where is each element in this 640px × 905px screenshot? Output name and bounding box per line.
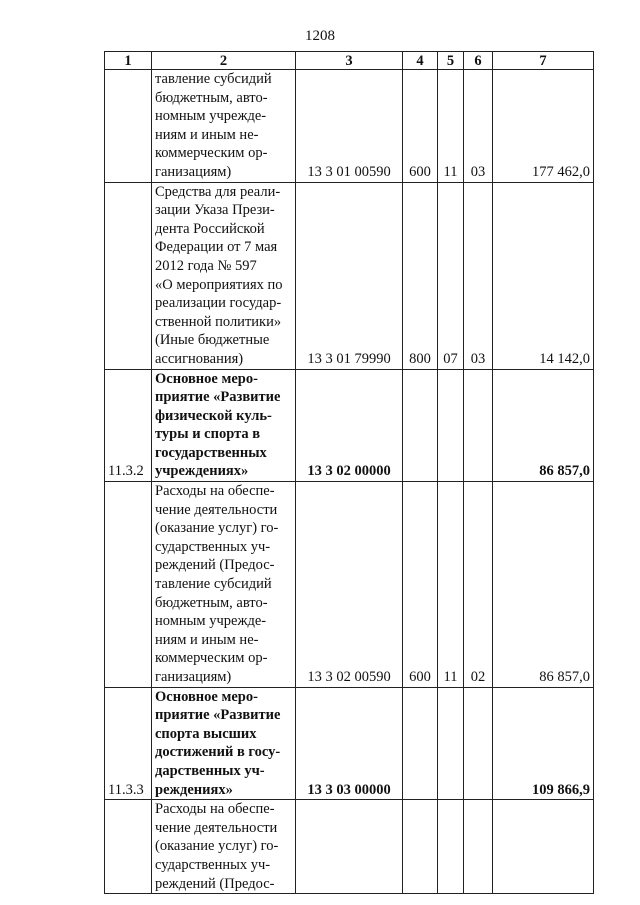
name-line: зации Указа Прези- — [155, 202, 275, 219]
name-line: номным учрежде- — [155, 613, 267, 630]
name-line: Основное меро- — [155, 370, 258, 387]
name-line: ганизациям) — [155, 163, 232, 180]
table-row — [105, 482, 594, 688]
row-expense-type-cell — [403, 687, 438, 800]
name-line: Основное меро- — [155, 688, 258, 705]
name-line: коммерческим ор- — [155, 650, 268, 667]
table-row — [105, 70, 594, 183]
row-expense-type-cell: 800 — [403, 182, 438, 369]
name-line: Расходы на обеспе- — [155, 801, 275, 818]
header-row — [105, 52, 594, 70]
column-header: 3 — [296, 52, 403, 70]
row-expense-type-cell: 600 — [403, 482, 438, 688]
name-line: реализации государ- — [155, 295, 282, 312]
name-line: бюджетным, авто- — [155, 89, 268, 106]
row-name-cell — [152, 182, 296, 369]
row-subsection-cell — [464, 687, 493, 800]
name-line: ганизациям) — [155, 669, 232, 685]
name-line: чение деятельности — [155, 501, 278, 518]
row-section-cell — [438, 687, 464, 800]
name-line: ниям и иным не- — [155, 631, 259, 648]
column-header: 6 — [464, 52, 493, 70]
row-amount-cell: 14 142,0 — [493, 182, 594, 369]
name-line: сударственных уч- — [155, 538, 271, 555]
column-header: 2 — [152, 52, 296, 70]
name-line: Средства для реали- — [155, 183, 281, 200]
name-line: чение деятельности — [155, 819, 278, 836]
name-line: дента Российской — [155, 220, 265, 237]
row-target-article-cell: 13 3 01 00590 — [296, 70, 403, 183]
table-body — [105, 70, 594, 894]
name-line: ассигнования) — [155, 350, 244, 367]
row-target-article-cell — [296, 800, 403, 894]
name-line: достижений в госу- — [155, 744, 281, 761]
row-code-cell — [105, 70, 152, 183]
name-line: государственных — [155, 444, 267, 461]
name-line: ниям и иным не- — [155, 126, 259, 143]
row-code-cell — [105, 482, 152, 688]
name-line: реждениях» — [155, 781, 233, 798]
name-line: приятие «Развитие — [155, 707, 281, 724]
row-subsection-cell — [464, 369, 493, 482]
row-subsection-cell: 02 — [464, 482, 493, 688]
column-header: 1 — [105, 52, 152, 70]
row-subsection-cell: 03 — [464, 182, 493, 369]
name-line: бюджетным, авто- — [155, 594, 268, 611]
table-row — [105, 800, 594, 894]
row-section-cell: 07 — [438, 182, 464, 369]
name-line: сударственных уч- — [155, 856, 271, 873]
row-section-cell — [438, 800, 464, 894]
table-row — [105, 687, 594, 800]
name-line: реждений (Предос- — [155, 557, 275, 574]
row-amount-cell: 109 866,9 — [493, 687, 594, 800]
row-expense-type-cell — [403, 369, 438, 482]
name-line: дарственных уч- — [155, 762, 265, 779]
row-name-cell — [152, 369, 296, 482]
name-line: ственной политики» — [155, 313, 282, 330]
column-header: 4 — [403, 52, 438, 70]
row-target-article-cell: 13 3 03 00000 — [296, 687, 403, 800]
row-amount-cell: 86 857,0 — [493, 369, 594, 482]
row-name-cell — [152, 687, 296, 800]
row-amount-cell: 177 462,0 — [493, 70, 594, 183]
name-line: номным учрежде- — [155, 108, 267, 125]
name-line: (оказание услуг) го- — [155, 520, 279, 537]
row-expense-type-cell — [403, 800, 438, 894]
page-number: 1208 — [305, 28, 335, 44]
row-amount-cell: 86 857,0 — [493, 482, 594, 688]
row-expense-type-cell: 600 — [403, 70, 438, 183]
row-section-cell: 11 — [438, 70, 464, 183]
row-section-cell — [438, 369, 464, 482]
row-code-cell: 11.3.3 — [105, 687, 152, 800]
name-line: 2012 года № 597 — [155, 257, 257, 274]
name-line: приятие «Развитие — [155, 389, 281, 406]
row-subsection-cell — [464, 800, 493, 894]
row-section-cell: 11 — [438, 482, 464, 688]
table-row — [105, 369, 594, 482]
row-code-cell: 11.3.2 — [105, 369, 152, 482]
row-code-cell — [105, 800, 152, 894]
table-row — [105, 182, 594, 369]
name-line: тавление субсидий — [155, 71, 272, 87]
column-header: 5 — [438, 52, 464, 70]
row-target-article-cell: 13 3 02 00000 — [296, 369, 403, 482]
name-line: «О мероприятиях по — [155, 276, 283, 293]
row-name-cell — [152, 70, 296, 183]
name-line: коммерческим ор- — [155, 145, 268, 162]
name-line: (оказание услуг) го- — [155, 838, 279, 855]
row-target-article-cell: 13 3 02 00590 — [296, 482, 403, 688]
name-line: физической куль- — [155, 407, 272, 424]
name-line: учреждениях» — [155, 463, 249, 480]
row-name-cell — [152, 800, 296, 894]
row-target-article-cell: 13 3 01 79990 — [296, 182, 403, 369]
name-line: Расходы на обеспе- — [155, 483, 275, 500]
column-header: 7 — [493, 52, 594, 70]
name-line: (Иные бюджетные — [155, 332, 270, 349]
row-subsection-cell: 03 — [464, 70, 493, 183]
row-name-cell — [152, 482, 296, 688]
row-amount-cell — [493, 800, 594, 894]
row-code-cell — [105, 182, 152, 369]
name-line: туры и спорта в — [155, 426, 261, 443]
name-line: реждений (Предос- — [155, 875, 275, 892]
budget-table — [104, 51, 594, 894]
name-line: тавление субсидий — [155, 576, 272, 593]
name-line: спорта высших — [155, 725, 257, 742]
name-line: Федерации от 7 мая — [155, 239, 278, 256]
